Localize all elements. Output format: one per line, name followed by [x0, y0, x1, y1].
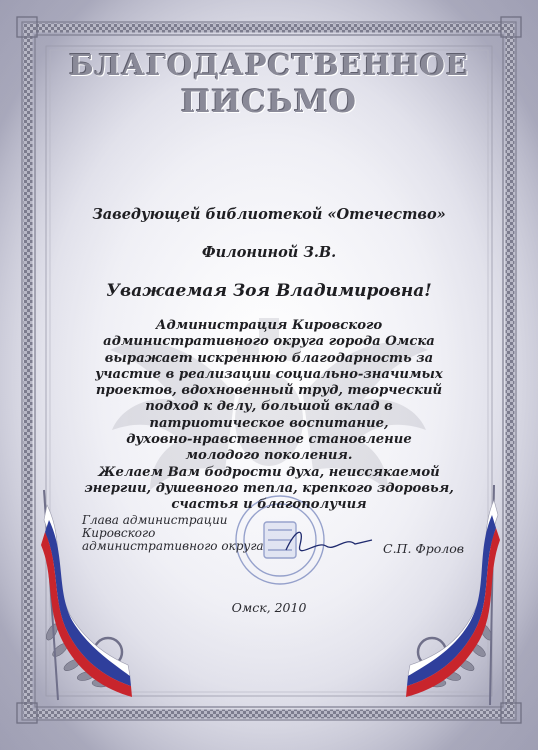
addressee-name: Филониной З.В.: [201, 244, 337, 261]
body-line: Администрация Кировского: [155, 318, 383, 333]
body-line: счастья и благополучия: [171, 497, 367, 513]
body-line: патриотическое воспитание,: [149, 415, 389, 431]
place-and-date: Омск, 2010: [231, 600, 307, 615]
title-line-1: БЛАГОДАРСТВЕННОЕ: [69, 48, 469, 82]
signatory-position: [82, 514, 264, 553]
addressee-position: Заведующей библиотекой «Отечество»: [92, 206, 446, 223]
signatory-position-line: Глава администрации: [82, 513, 228, 527]
signatory-name: С.П. Фролов: [383, 541, 465, 556]
title-line-2: ПИСЬМО: [180, 84, 358, 120]
greeting: Уважаемая Зоя Владимировна!: [106, 281, 432, 301]
body-line: административного округа города Омска: [103, 334, 435, 350]
body-line: проектов, вдохновенный труд, творческий: [95, 383, 443, 399]
body-line: Желаем Вам бодрости духа, неиссякаемой: [98, 464, 440, 480]
body-line: духовно-нравственное становление: [126, 432, 412, 448]
letter-body: [70, 318, 468, 514]
body-line: молодого поколения.: [185, 448, 353, 464]
signatory-position-line: Кировского: [82, 526, 156, 540]
body-line: подход к делу, большой вклад в: [145, 399, 393, 415]
body-line: участие в реализации социально-значимых: [95, 366, 443, 382]
signatory-position-line: административного округа: [82, 539, 264, 553]
body-line: энергии, душевного тепла, крепкого здоровья,: [84, 480, 454, 496]
body-line: выражает искреннюю благодарность за: [104, 350, 434, 366]
